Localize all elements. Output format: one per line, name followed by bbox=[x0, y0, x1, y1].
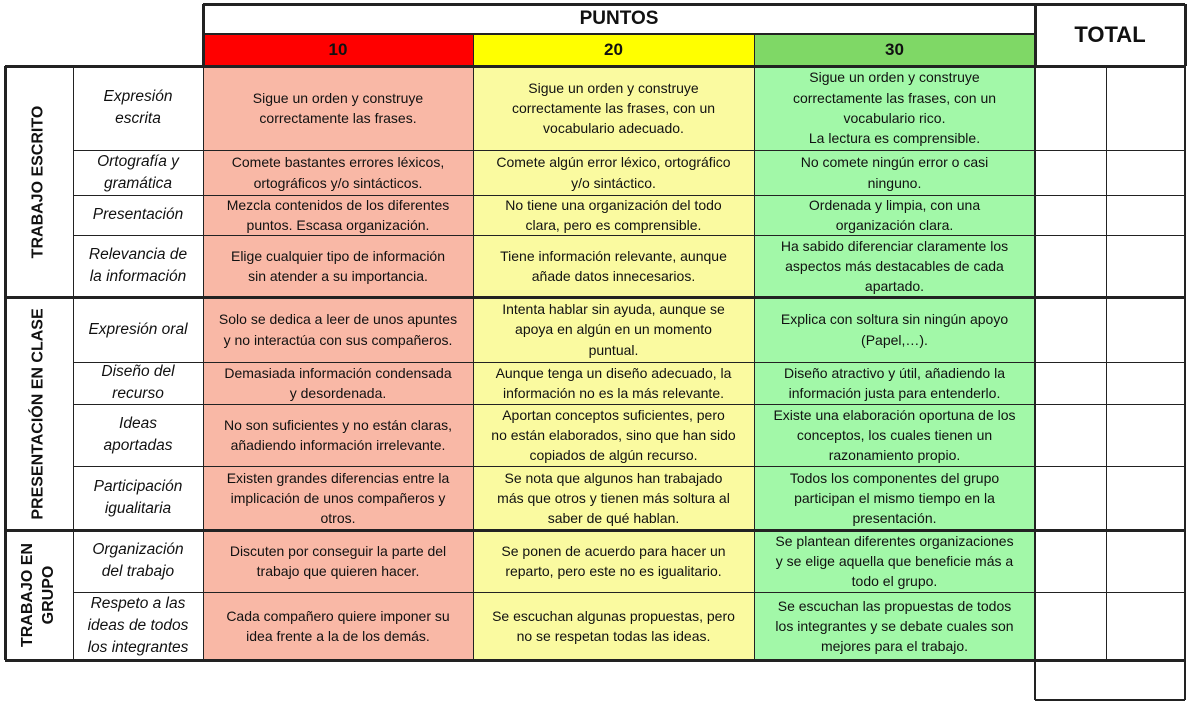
score-cell[interactable] bbox=[1036, 298, 1105, 361]
grid-line bbox=[203, 3, 1185, 6]
grid-line bbox=[5, 296, 1185, 299]
grid-line bbox=[73, 66, 74, 660]
criterion-label: Relevancia de la información bbox=[88, 246, 188, 285]
descriptor-cell-30: Se escuchan las propuestas de todos los integrantes y se debate cuales son mejores para el trabajo. bbox=[754, 592, 1035, 660]
category-label-wrapper bbox=[5, 297, 73, 530]
criterion-label: Diseño del recurso bbox=[101, 363, 175, 402]
points-header: PUNTOS bbox=[579, 8, 659, 30]
grid-line bbox=[473, 34, 474, 66]
descriptor-cell-30: Existe una elaboración oportuna de los conceptos, los cuales tienen un razonamiento propio. bbox=[754, 404, 1035, 466]
grand-total-cell[interactable] bbox=[1036, 661, 1184, 699]
descriptor-cell-20: Aportan conceptos suficientes, pero no están elaborados, sino que han sido copiados de algún recurso. bbox=[473, 404, 754, 466]
descriptor-cell-30: Se plantean diferentes organizaciones y se elige aquella que beneficie más a todo el grupo. bbox=[754, 530, 1035, 592]
level-header-30: 30 bbox=[754, 34, 1035, 66]
descriptor-cell-30: No comete ningún error o casi ninguno. bbox=[754, 150, 1035, 195]
subtotal-cell[interactable] bbox=[1107, 363, 1184, 403]
score-cell[interactable] bbox=[1036, 531, 1105, 591]
descriptor-cell-10: Cada compañero quiere imponer su idea frente a la de los demás. bbox=[203, 592, 473, 660]
criterion-label: Expresión oral bbox=[88, 320, 188, 338]
grid-line bbox=[73, 195, 1185, 196]
descriptor-cell-10: Comete bastantes errores léxicos, ortográficos y/o sintácticos. bbox=[203, 150, 473, 195]
grid-line bbox=[473, 66, 474, 660]
score-cell[interactable] bbox=[1036, 151, 1105, 194]
descriptor-cell-20: Tiene información relevante, aunque añade datos innecesarios. bbox=[473, 235, 754, 297]
grid-line bbox=[754, 34, 755, 66]
score-cell[interactable] bbox=[1036, 236, 1105, 296]
criterion-label: Presentación bbox=[92, 206, 184, 223]
descriptor-cell-20: Se ponen de acuerdo para hacer un reparto, pero este no es igualitario. bbox=[473, 530, 754, 592]
total-header: TOTAL bbox=[1074, 22, 1146, 48]
descriptor-cell-20: Se nota que algunos han trabajado más que otros y tienen más soltura al saber de qué hablan. bbox=[473, 466, 754, 530]
descriptor-cell-20: Se escuchan algunas propuestas, pero no se respetan todas las ideas. bbox=[473, 592, 754, 660]
grid-line bbox=[203, 66, 204, 660]
descriptor-cell-10: No son suficientes y no están claras, añadiendo información irrelevante. bbox=[203, 404, 473, 466]
subtotal-cell[interactable] bbox=[1107, 236, 1184, 296]
descriptor-cell-20: Aunque tenga un diseño adecuado, la información no es la más relevante. bbox=[473, 362, 754, 404]
subtotal-cell[interactable] bbox=[1107, 298, 1184, 361]
grid-line bbox=[5, 659, 1185, 662]
descriptor-cell-30: Ha sabido diferenciar claramente los aspectos más destacables de cada apartado. bbox=[754, 235, 1035, 297]
criterion-label: Ortografía y gramática bbox=[97, 152, 179, 192]
score-cell[interactable] bbox=[1036, 467, 1105, 529]
descriptor-cell-30: Sigue un orden y construye correctamente las frases, con un vocabulario rico. La lectura es comprensible. bbox=[754, 66, 1035, 150]
category-label: TRABAJO ESCRITO bbox=[29, 105, 47, 258]
criterion-label: Ideas aportadas bbox=[103, 415, 173, 454]
category-label-wrapper bbox=[5, 66, 73, 297]
subtotal-cell[interactable] bbox=[1107, 593, 1184, 659]
score-cell[interactable] bbox=[1036, 593, 1105, 659]
descriptor-cell-10: Existen grandes diferencias entre la implicación de unos compañeros y otros. bbox=[203, 466, 473, 530]
grid-line bbox=[73, 150, 1185, 151]
grid-line bbox=[1035, 699, 1185, 701]
descriptor-cell-10: Demasiada información condensada y desordenada. bbox=[203, 362, 473, 404]
grid-line bbox=[73, 592, 1185, 593]
descriptor-cell-30: Ordenada y limpia, con una organización clara. bbox=[754, 195, 1035, 235]
grid-line bbox=[202, 4, 205, 66]
level-header-20: 20 bbox=[473, 34, 754, 66]
descriptor-cell-30: Explica con soltura sin ningún apoyo (Papel,…). bbox=[754, 297, 1035, 362]
descriptor-cell-30: Todos los componentes del grupo participan el mismo tiempo en la presentación. bbox=[754, 466, 1035, 530]
category-label-wrapper bbox=[5, 530, 73, 660]
descriptor-cell-20: Intenta hablar sin ayuda, aunque se apoya en algún en un momento puntual. bbox=[473, 297, 754, 362]
grid-line bbox=[754, 66, 755, 660]
descriptor-cell-10: Elige cualquier tipo de información sin atender a su importancia. bbox=[203, 235, 473, 297]
descriptor-cell-20: No tiene una organización del todo clara, pero es comprensible. bbox=[473, 195, 754, 235]
score-cell[interactable] bbox=[1036, 405, 1105, 465]
subtotal-cell[interactable] bbox=[1107, 467, 1184, 529]
subtotal-cell[interactable] bbox=[1107, 405, 1184, 465]
subtotal-cell[interactable] bbox=[1107, 151, 1184, 194]
subtotal-cell[interactable] bbox=[1107, 531, 1184, 591]
criterion-label: Respeto a las ideas de todos los integrantes bbox=[87, 595, 189, 656]
descriptor-cell-10: Sigue un orden y construye correctamente las frases. bbox=[203, 66, 473, 150]
grid-line bbox=[1184, 4, 1187, 66]
descriptor-cell-10: Solo se dedica a leer de unos apuntes y no interactúa con sus compañeros. bbox=[203, 297, 473, 362]
grid-line bbox=[5, 529, 1185, 532]
grid-line bbox=[5, 65, 1185, 68]
grid-line bbox=[4, 66, 7, 660]
grid-line bbox=[1034, 66, 1036, 700]
grid-line bbox=[1034, 4, 1037, 66]
score-cell[interactable] bbox=[1036, 363, 1105, 403]
descriptor-cell-10: Mezcla contenidos de los diferentes puntos. Escasa organización. bbox=[203, 195, 473, 235]
grid-line bbox=[1184, 66, 1186, 700]
criterion-label: Expresión escrita bbox=[103, 88, 173, 127]
criterion-label: Participación igualitaria bbox=[93, 478, 183, 517]
criterion-label: Organización del trabajo bbox=[92, 541, 184, 580]
category-label: PRESENTACIÓN EN CLASE bbox=[29, 307, 47, 520]
grid-line bbox=[203, 33, 1035, 35]
subtotal-cell[interactable] bbox=[1107, 196, 1184, 234]
grid-line bbox=[73, 466, 1185, 467]
subtotal-cell[interactable] bbox=[1107, 67, 1184, 149]
descriptor-cell-20: Sigue un orden y construye correctamente las frases, con un vocabulario adecuado. bbox=[473, 66, 754, 150]
score-cell[interactable] bbox=[1036, 67, 1105, 149]
grid-line bbox=[73, 404, 1185, 405]
grid-line bbox=[1106, 66, 1107, 660]
score-cell[interactable] bbox=[1036, 196, 1105, 234]
category-label: TRABAJO EN GRUPO bbox=[19, 543, 57, 648]
level-header-10: 10 bbox=[203, 34, 473, 66]
descriptor-cell-20: Comete algún error léxico, ortográfico y/o sintáctico. bbox=[473, 150, 754, 195]
grid-line bbox=[73, 362, 1185, 363]
descriptor-cell-10: Discuten por conseguir la parte del trabajo que quieren hacer. bbox=[203, 530, 473, 592]
grid-line bbox=[73, 235, 1185, 236]
descriptor-cell-30: Diseño atractivo y útil, añadiendo la información justa para entenderlo. bbox=[754, 362, 1035, 404]
